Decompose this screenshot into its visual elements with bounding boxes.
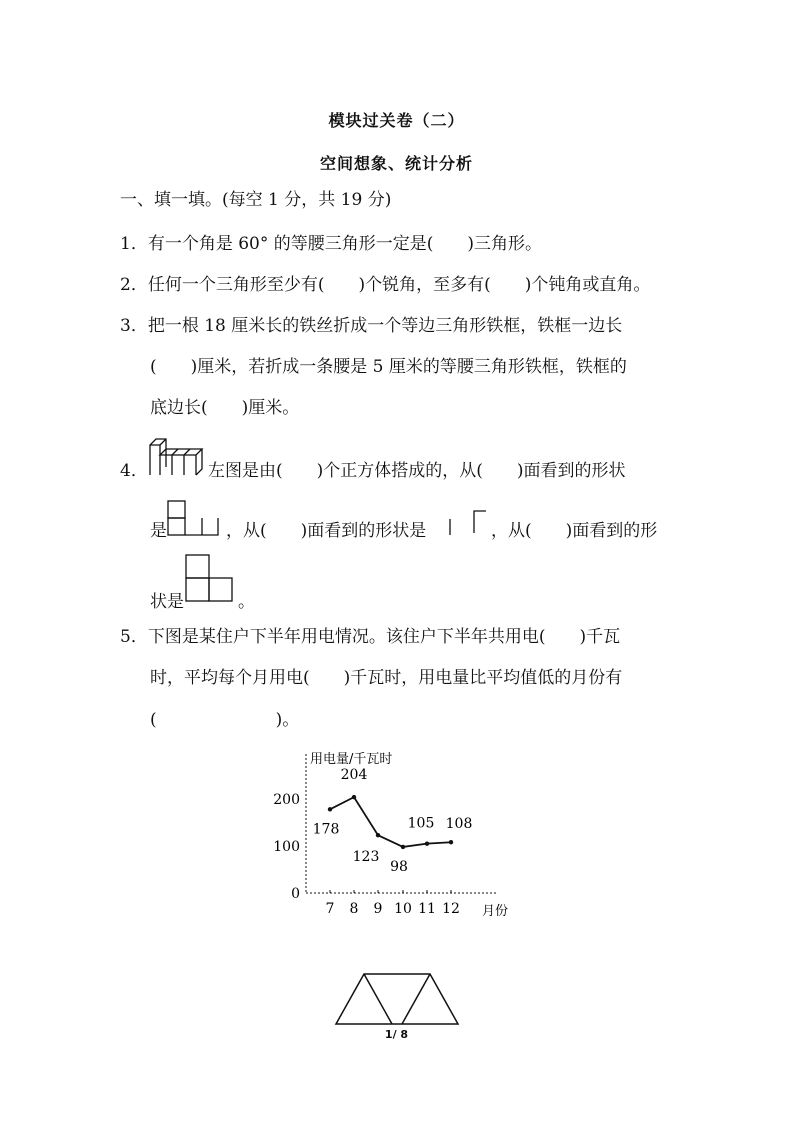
question-4-line-2a: 是: [150, 521, 167, 541]
x-tick-label: 9: [373, 901, 383, 917]
question-4-number: 4．: [120, 461, 148, 481]
data-point: [425, 841, 429, 845]
electricity-line-chart: [270, 742, 530, 922]
data-label: 204: [340, 767, 368, 784]
data-label: 98: [390, 858, 408, 875]
data-point: [376, 833, 380, 837]
question-5-line-1: 5．下图是某住户下半年用电情况。该住户下半年共用电( )千瓦: [120, 627, 621, 647]
data-point: [352, 795, 356, 799]
view-shape-1: [166, 499, 222, 539]
data-label: 108: [445, 816, 473, 833]
data-point: [328, 807, 332, 811]
x-tick-label: 8: [349, 901, 359, 917]
x-tick-label: 12: [442, 901, 460, 917]
data-point: [449, 840, 453, 844]
question-2: 2．任何一个三角形至少有( )个锐角，至多有( )个钝角或直角。: [120, 275, 651, 295]
data-point: [401, 845, 405, 849]
x-tick-label: 7: [325, 901, 335, 917]
x-tick-label: 10: [394, 901, 412, 917]
y-tick-label: 100: [273, 839, 300, 855]
section-heading: 一、填一填。(每空 1 分，共 19 分): [120, 190, 392, 210]
question-5-line-3: ( )。: [150, 710, 300, 730]
y-tick-label: 0: [291, 886, 300, 902]
y-tick-label: 200: [273, 792, 300, 808]
cube-stack-figure: [146, 437, 208, 477]
trapezoid-triangles-figure: [330, 970, 464, 1028]
question-4-line-2c: ，从( )面看到的形: [491, 521, 658, 541]
y-axis-label: 用电量/千瓦时: [310, 752, 393, 767]
question-5-line-2: 时，平均每个月用电( )千瓦时，用电量比平均值低的月份有: [150, 668, 623, 688]
x-axis-label: 月份: [482, 904, 509, 919]
page-subtitle: 空间想象、统计分析: [319, 154, 473, 173]
question-1: 1．有一个角是 60° 的等腰三角形一定是( )三角形。: [120, 234, 543, 254]
page-number: 1/ 8: [384, 1028, 409, 1041]
page-title: 模块过关卷（二）: [328, 111, 465, 130]
data-label: 105: [407, 815, 435, 832]
question-4-line-3a: 状是: [150, 592, 184, 612]
view-shape-2: [444, 507, 490, 537]
question-4-line-1: 左图是由( )个正方体搭成的，从( )面看到的形状: [208, 461, 626, 481]
question-3-line-1: 3．把一根 18 厘米长的铁丝折成一个等边三角形铁框，铁框一边长: [120, 316, 623, 336]
question-3-line-2: ( )厘米，若折成一条腰是 5 厘米的等腰三角形铁框，铁框的: [150, 357, 627, 377]
data-label: 123: [352, 849, 380, 866]
view-shape-3: [184, 553, 236, 605]
data-label: 178: [312, 821, 340, 838]
question-4-line-3b: 。: [238, 592, 255, 612]
question-3-line-3: 底边长( )厘米。: [150, 398, 300, 418]
question-4-line-2b: ，从( )面看到的形状是: [226, 521, 427, 541]
x-tick-label: 11: [418, 901, 436, 917]
